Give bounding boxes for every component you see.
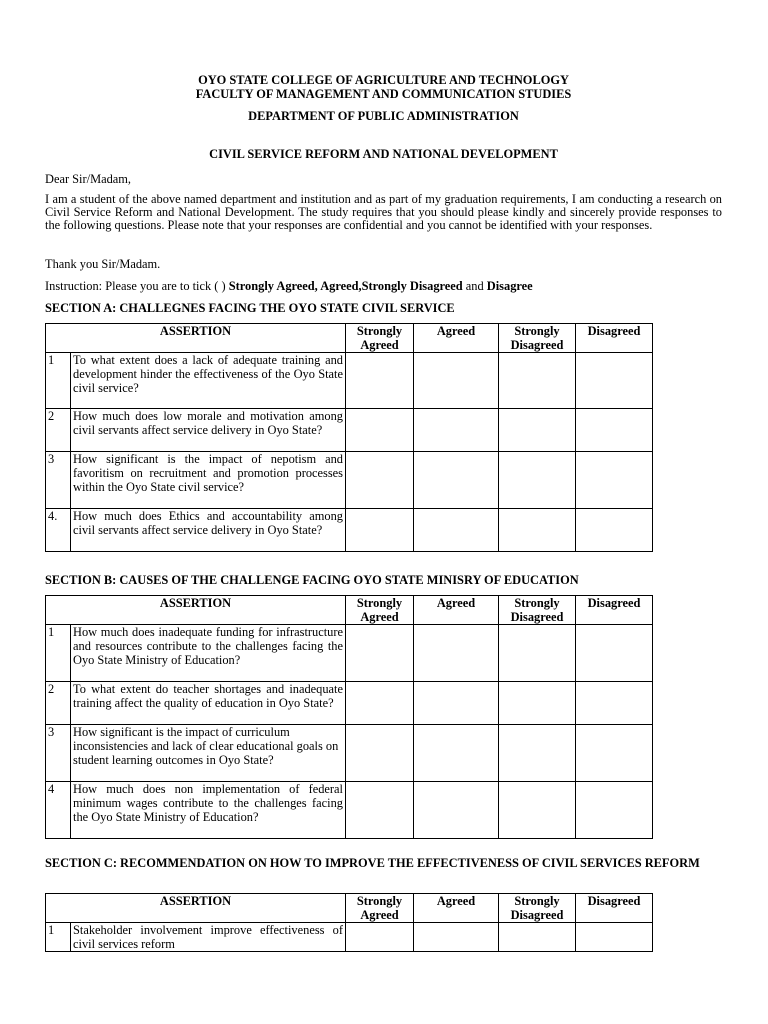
agreed-cell[interactable] [414,725,499,782]
disagreed-cell[interactable] [576,509,653,552]
agreed-cell[interactable] [414,682,499,725]
instruction-options: Strongly Agreed, Agreed,Strongly Disagreed [228,279,463,293]
strongly-disagreed-cell[interactable] [499,509,576,552]
letter-body: I am a student of the above named department and institution and as part of my graduation requirements, I am conducting a research on Civil Service Reform and National Development. The study requires that you should please kindly and sincerely provide responses to the following questions. Please note that your responses are confidential and you cannot be identified with your responses. [45,192,722,232]
strongly-disagreed-header: Strongly Disagreed [499,596,576,625]
table-row [46,452,653,509]
disagreed-cell[interactable] [576,409,653,452]
strongly-agreed-cell[interactable] [346,682,414,725]
instruction-prefix: Instruction: Please you are to tick ( ) [45,279,229,293]
strongly-disagreed-cell[interactable] [499,353,576,409]
row-number: 1 [46,625,71,682]
assertion-text: To what extent does a lack of adequate training and development hinder the effectiveness of the Oyo State civil service? [71,353,346,409]
table-header-row [46,894,653,923]
assertion-text: How much does inadequate funding for infrastructure and resources contribute to the challenges facing the Oyo State Ministry of Education? [71,625,346,682]
agreed-cell[interactable] [414,409,499,452]
strongly-disagreed-cell[interactable] [499,725,576,782]
table-row [46,353,653,409]
assertion-header: ASSERTION [46,894,346,923]
disagreed-cell[interactable] [576,625,653,682]
disagreed-cell[interactable] [576,923,653,952]
assertion-header: ASSERTION [46,596,346,625]
row-number: 3 [46,725,71,782]
strongly-disagreed-header: Strongly Disagreed [499,324,576,353]
table-row [46,625,653,682]
strongly-disagreed-cell[interactable] [499,782,576,839]
agreed-header: Agreed [414,596,499,625]
disagreed-header: Disagreed [576,324,653,353]
strongly-agreed-cell[interactable] [346,625,414,682]
row-number: 2 [46,682,71,725]
agreed-header: Agreed [414,894,499,923]
disagreed-header: Disagreed [576,596,653,625]
instruction-and: and [462,279,487,293]
salutation: Dear Sir/Madam, [45,172,132,186]
table-row [46,725,653,782]
agreed-cell[interactable] [414,782,499,839]
row-number: 1 [46,923,71,952]
assertion-header: ASSERTION [46,324,346,353]
strongly-agreed-cell[interactable] [346,353,414,409]
agreed-header: Agreed [414,324,499,353]
table-row [46,682,653,725]
row-number: 2 [46,409,71,452]
assertion-text: How significant is the impact of curriculum inconsistencies and lack of clear educational goals on student learning outcomes in Oyo State? [71,725,346,782]
section-c-table [45,893,653,952]
faculty-name: FACULTY OF MANAGEMENT AND COMMUNICATION STUDIES [195,87,572,101]
table-row [46,509,653,552]
section-b-title: SECTION B: CAUSES OF THE CHALLENGE FACING OYO STATE MINISRY OF EDUCATION [45,573,579,587]
strongly-agreed-cell[interactable] [346,452,414,509]
agreed-cell[interactable] [414,353,499,409]
disagreed-header: Disagreed [576,894,653,923]
table-header-row [46,324,653,353]
row-number: 4 [46,782,71,839]
table-row [46,409,653,452]
assertion-text: How much does non implementation of federal minimum wages contribute to the challenges facing the Oyo State Ministry of Education? [71,782,346,839]
strongly-agreed-header: Strongly Agreed [346,596,414,625]
table-row [46,923,653,952]
college-name: OYO STATE COLLEGE OF AGRICULTURE AND TECHNOLOGY [198,73,569,87]
disagreed-cell[interactable] [576,452,653,509]
row-number: 3 [46,452,71,509]
disagreed-cell[interactable] [576,782,653,839]
strongly-agreed-cell[interactable] [346,509,414,552]
disagreed-cell[interactable] [576,725,653,782]
section-c-title: SECTION C: RECOMMENDATION ON HOW TO IMPROVE THE EFFECTIVENESS OF CIVIL SERVICES REFORM [45,856,700,870]
instruction-last-option: Disagree [486,279,533,293]
row-number: 4. [46,509,71,552]
disagreed-cell[interactable] [576,682,653,725]
strongly-agreed-header: Strongly Agreed [346,324,414,353]
assertion-text: Stakeholder involvement improve effectiveness of civil services reform [71,923,346,952]
strongly-disagreed-cell[interactable] [499,682,576,725]
strongly-disagreed-cell[interactable] [499,923,576,952]
assertion-text: How much does Ethics and accountability among civil servants affect service delivery in Oyo State? [71,509,346,552]
row-number: 1 [46,353,71,409]
disagreed-cell[interactable] [576,353,653,409]
agreed-cell[interactable] [414,625,499,682]
strongly-agreed-cell[interactable] [346,782,414,839]
section-a-title: SECTION A: CHALLEGNES FACING THE OYO STATE CIVIL SERVICE [45,301,455,315]
instruction-line [45,279,722,293]
strongly-agreed-cell[interactable] [346,923,414,952]
thanks-line: Thank you Sir/Madam. [45,257,161,271]
agreed-cell[interactable] [414,923,499,952]
strongly-disagreed-header: Strongly Disagreed [499,894,576,923]
document-title: CIVIL SERVICE REFORM AND NATIONAL DEVELOPMENT [209,147,558,161]
agreed-cell[interactable] [414,509,499,552]
strongly-disagreed-cell[interactable] [499,625,576,682]
department-name: DEPARTMENT OF PUBLIC ADMINISTRATION [248,109,519,123]
strongly-agreed-header: Strongly Agreed [346,894,414,923]
section-a-table [45,323,653,552]
table-row [46,782,653,839]
assertion-text: How significant is the impact of nepotism and favoritism on recruitment and promotion processes within the Oyo State civil service? [71,452,346,509]
assertion-text: How much does low morale and motivation among civil servants affect service delivery in Oyo State? [71,409,346,452]
table-header-row [46,596,653,625]
assertion-text: To what extent do teacher shortages and inadequate training affect the quality of education in Oyo State? [71,682,346,725]
strongly-disagreed-cell[interactable] [499,409,576,452]
strongly-agreed-cell[interactable] [346,725,414,782]
section-b-table [45,595,653,839]
strongly-disagreed-cell[interactable] [499,452,576,509]
agreed-cell[interactable] [414,452,499,509]
strongly-agreed-cell[interactable] [346,409,414,452]
